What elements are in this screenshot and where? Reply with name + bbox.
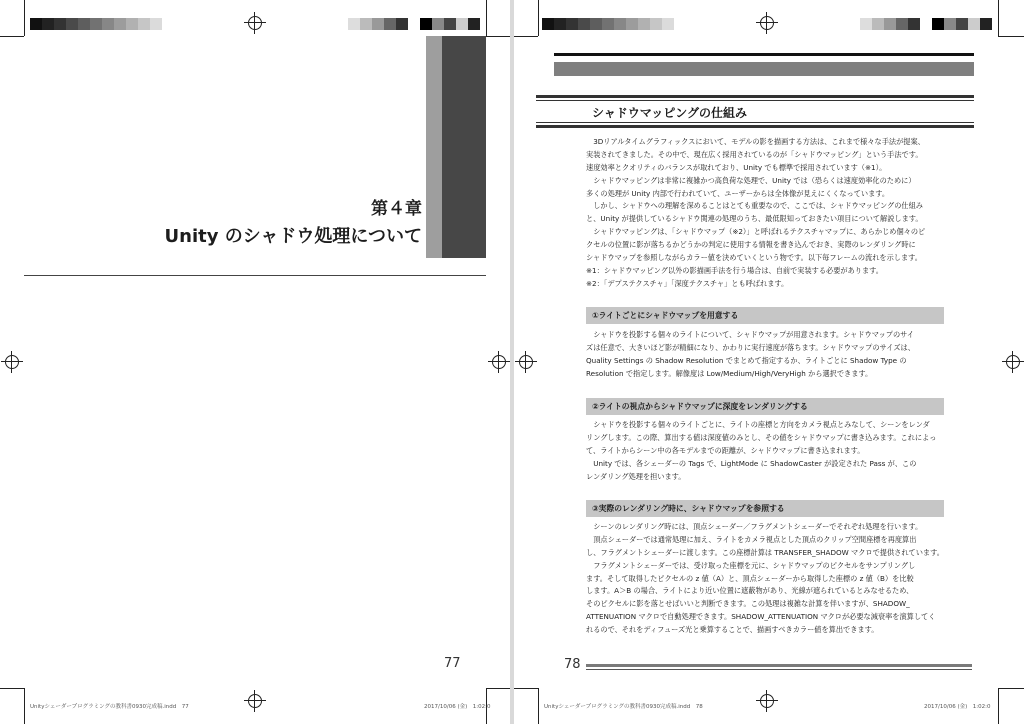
- crop-mark: [0, 688, 24, 689]
- text-line: 多くの処理が Unity 内部で行われていて、ユーザーからは全体像が見えにくくなっています。: [586, 188, 890, 198]
- color-registration-bar: [542, 18, 674, 30]
- section-rule-bottom: [536, 122, 974, 128]
- text-line: 速度効率とクオリティのバランスが取れており、Unity でも標準で採用されています（※1）。: [586, 162, 887, 172]
- text-line: ます。そして取得したピクセルの z 値（A）と、頂点シェーダーから取得した座標の z 値（B）を比較: [586, 573, 914, 583]
- text-line: レンダリング処理を担います。: [586, 471, 686, 481]
- chapter-deco-bar: [426, 36, 442, 258]
- text-line: します。A＞B の場合、ライトにより近い位置に遮蔽物があり、光線が遮られているとみなせるため、: [586, 586, 914, 596]
- step1-heading: ①ライトごとにシャドウマップを用意する: [592, 311, 739, 320]
- registration-mark-icon: [756, 12, 778, 34]
- right-page: [514, 0, 1024, 724]
- text-line: し、フラグメントシェーダーに渡します。この座標計算は TRANSFER_SHADOW マクロで提供されています。: [586, 547, 944, 557]
- step2-heading: ②ライトの視点からシャドウマップに深度をレンダリングする: [592, 402, 808, 411]
- crop-mark: [24, 0, 25, 36]
- text-line: 頂点シェーダーでは通常処理に加え、ライトをカメラ視点とした頂点のクリップ空間座標を再度算出: [586, 534, 917, 544]
- registration-mark-icon: [515, 351, 537, 373]
- text-line: シャドウマッピングは、「シャドウマップ（※2）」と呼ばれるテクスチャマップに、あらかじめ個々のピ: [586, 227, 926, 237]
- registration-mark-icon: [756, 690, 778, 712]
- page-number: 78: [564, 657, 581, 672]
- text-line: れるので、それをディフューズ光と乗算することで、描画すべきカラー値を算出できます。: [586, 625, 879, 635]
- step2-paragraph: [586, 419, 944, 483]
- text-line: 3Dリアルタイムグラフィックスにおいて、モデルの影を描画する方法は、これまで様々な手法が提案、: [586, 137, 925, 146]
- footer-rule: [586, 664, 972, 667]
- footer-timestamp: 2017/10/06 (金) 1:02:0: [924, 704, 991, 710]
- color-registration-bar: [860, 18, 992, 30]
- intro-paragraphs: [586, 136, 944, 291]
- registration-mark-icon: [244, 690, 266, 712]
- text-line: シャドウマッピングは非常に複雑かつ高負荷な処理で、Unity では（恐らくは速度効率化のために）: [586, 175, 916, 185]
- step3-heading-box: [586, 500, 944, 517]
- color-registration-bar: [30, 18, 162, 30]
- crop-mark: [998, 688, 1024, 689]
- crop-mark: [24, 688, 25, 724]
- footer-filename: Unityシェーダープログラミングの教科書0930完成稿.indd 78: [544, 704, 703, 710]
- crop-mark: [998, 0, 999, 36]
- text-line: シャドウマップを参照しながらカラー値を決めていくという物です。以下毎フレームの流れを示します。: [586, 253, 922, 263]
- text-line: シャドウを投影する個々のライトについて、シャドウマップが用意されます。シャドウマップのサイ: [586, 330, 915, 339]
- crop-mark: [486, 688, 510, 689]
- text-line: Quality Settings の Shadow Resolution でまとめて指定するか、ライトごとに Shadow Type の: [586, 355, 907, 365]
- color-registration-bar: [348, 18, 480, 30]
- text-line: そのピクセルに影を落とせばいいと判断できます。この処理は複雑な計算を伴いますが、SHADOW_: [586, 599, 910, 609]
- chapter-number: 第４章: [371, 199, 422, 219]
- registration-mark-icon: [488, 351, 510, 373]
- step3-heading: ③実際のレンダリング時に、シャドウマップを参照する: [592, 504, 785, 513]
- text-line: しかし、シャドウへの理解を深めることはとても重要なので、ここでは、シャドウマッピングの仕組み: [586, 201, 923, 211]
- text-line: ATTENUATION マクロで自動処理できます。SHADOW_ATTENUATION マクロが必要な減衰率を演算してく: [586, 612, 936, 622]
- crop-mark: [486, 0, 487, 36]
- section-title: シャドウマッピングの仕組み: [592, 106, 748, 120]
- header-band: [554, 62, 974, 76]
- crop-mark: [538, 688, 539, 724]
- text-line: シーンのレンダリング時には、頂点シェーダー／フラグメントシェーダーでそれぞれ処理を行います。: [586, 522, 923, 531]
- text-line: Resolution で指定します。解像度は Low/Medium/High/VeryHigh から選択できます。: [586, 368, 873, 378]
- text-line: クセルの位置に影が落ちるかどうかの判定に使用する情報を書き込んでおき、実際のレンダリング時に: [586, 240, 916, 250]
- step1-paragraph: [586, 329, 944, 381]
- footer-filename: Unityシェーダープログラミングの教科書0930完成稿.indd 77: [30, 704, 189, 710]
- text-line: ズは任意で、大きいほど影が精細になり、かわりに実行速度が落ちます。シャドウマップのサイズは、: [586, 342, 915, 352]
- step3-paragraph: [586, 521, 944, 637]
- chapter-title: Unity のシャドウ処理について: [164, 226, 422, 247]
- text-line: フラグメントシェーダーでは、受け取った座標を元に、シャドウマップのピクセルをサンプリングし: [586, 560, 916, 570]
- registration-mark-icon: [1002, 351, 1024, 373]
- crop-mark: [538, 0, 539, 36]
- section-rule-top: [536, 95, 974, 101]
- crop-mark: [998, 36, 1024, 37]
- text-line: シャドウを投影する個々のライトごとに、ライトの座標と方向をカメラ視点とみなして、シーンをレンダ: [586, 420, 930, 429]
- divider: [24, 275, 486, 276]
- left-page: [0, 0, 510, 724]
- page-number: 77: [444, 656, 461, 671]
- footer-rule: [586, 669, 972, 670]
- crop-mark: [0, 36, 24, 37]
- crop-mark: [486, 36, 510, 37]
- step2-heading-box: [586, 398, 944, 415]
- crop-mark: [514, 688, 538, 689]
- step1-heading-box: [586, 307, 944, 324]
- registration-mark-icon: [244, 12, 266, 34]
- text-line: Unity では、各シェーダーの Tags で、LightMode に ShadowCaster が設定された Pass が、この: [586, 458, 917, 468]
- text-line: て、ライトからシーン中の各モデルまでの距離が、シャドウマップに書き込まれます。: [586, 445, 865, 455]
- crop-mark: [514, 36, 538, 37]
- footnote: ※2：「デプステクスチャ」「深度テクスチャ」とも呼ばれます。: [586, 278, 789, 288]
- header-rule: [554, 53, 974, 56]
- text-line: と、Unity が提供しているシャドウ関連の処理のうち、最低限知っておきたい項目について解説します。: [586, 214, 923, 224]
- text-line: リングします。この際、算出する値は深度値のみとし、その値をシャドウマップに書き込みます。これによっ: [586, 432, 937, 442]
- text-line: 実装されてきました。その中で、現在広く採用されているのが「シャドウマッピング」という手法です。: [586, 149, 923, 159]
- registration-mark-icon: [1, 351, 23, 373]
- footnote: ※1：シャドウマッピング以外の影描画手法を行う場合は、自前で実装する必要があります。: [586, 265, 883, 275]
- footer-timestamp: 2017/10/06 (金) 1:02:0: [424, 704, 491, 710]
- chapter-deco-bar: [442, 36, 486, 258]
- crop-mark: [998, 688, 999, 724]
